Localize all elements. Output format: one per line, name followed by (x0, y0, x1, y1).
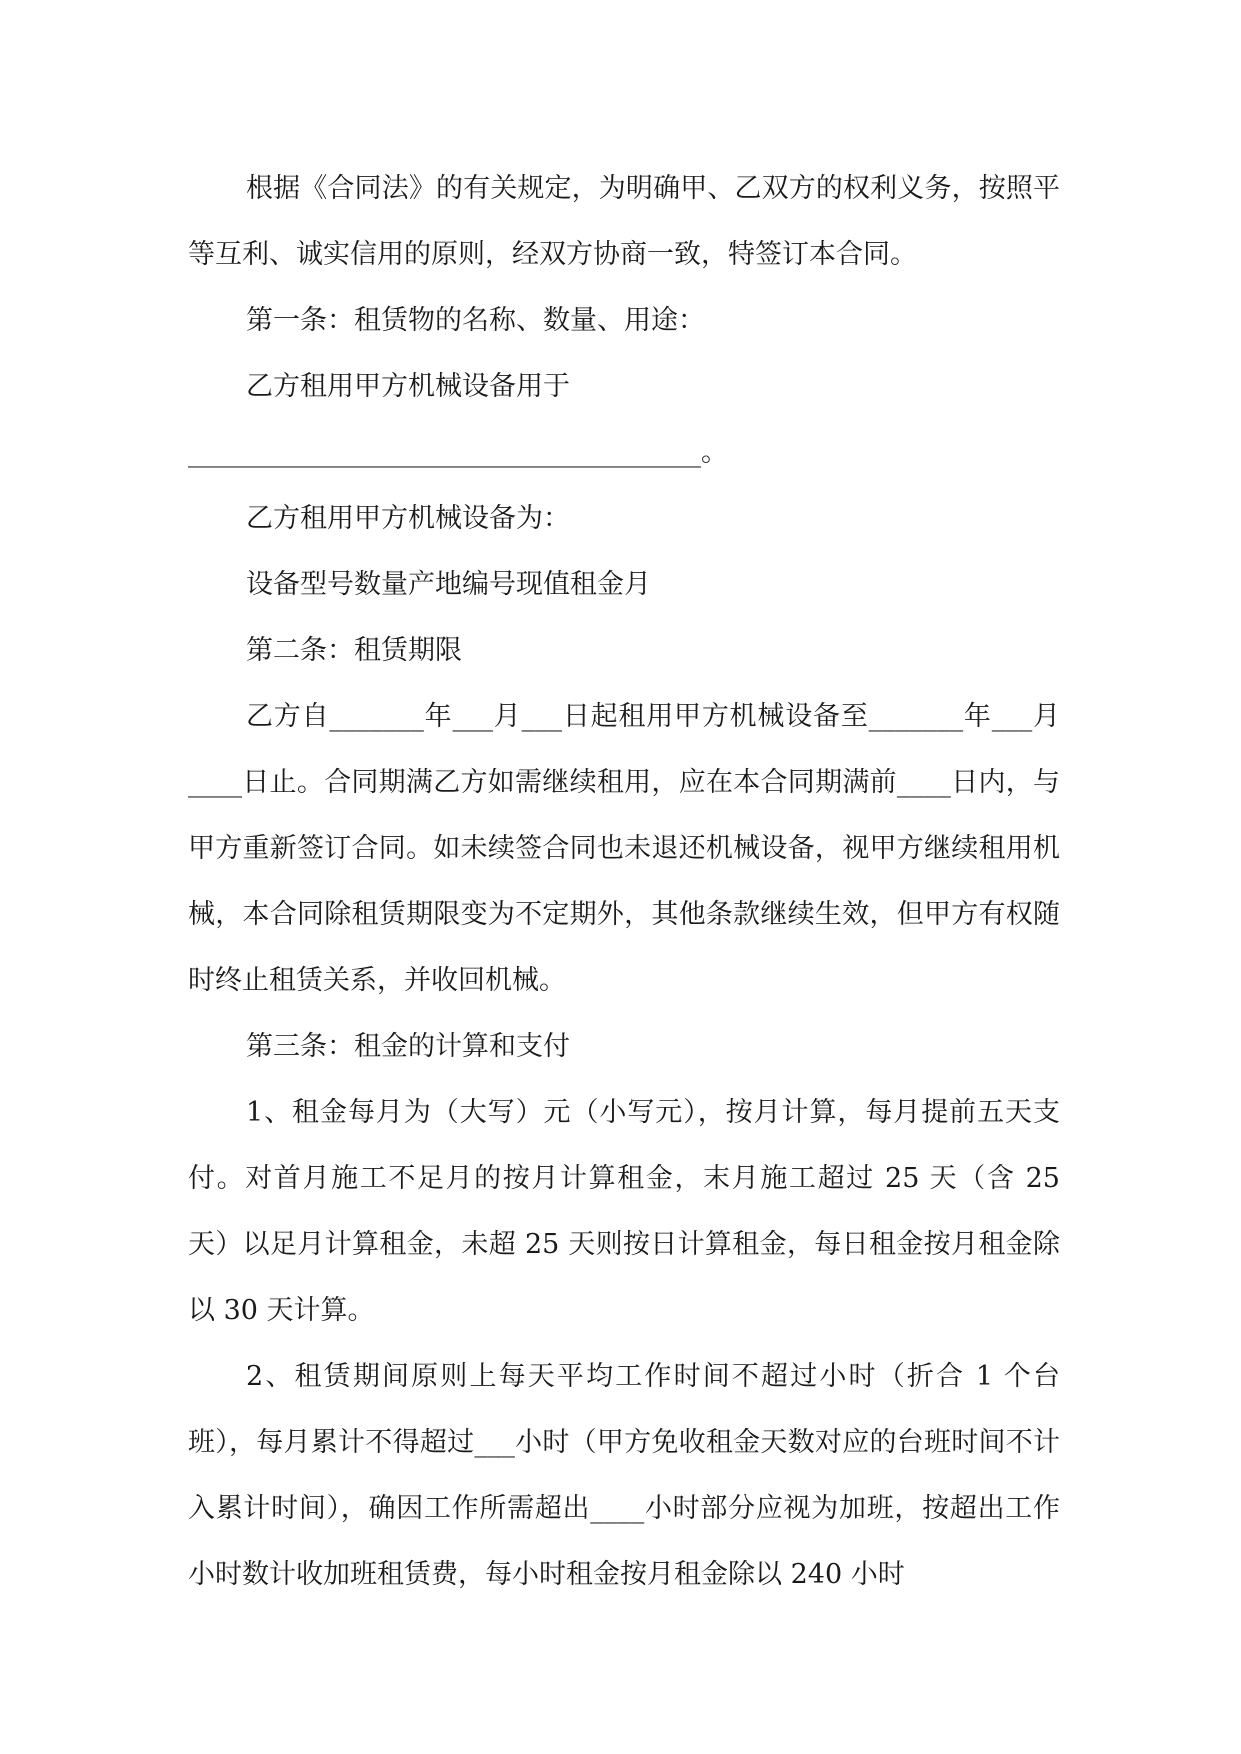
equipment-table-header: 设备型号数量产地编号现值租金月 (246, 569, 651, 600)
article-2-heading: 第二条：租赁期限 (246, 635, 462, 666)
paragraph-rent-1: 1、租金每月为（大写）元（小写元），按月计算，每月提前五天支付。对首月施工不足月的按月计算租金，末月施工超过 25 天（含 25 天）以足月计算租金，未超 25 天则按日计算租金，每日租金按月租金除以 30 天计算。 (188, 1097, 1060, 1326)
article-3-heading: 第三条：租金的计算和支付 (246, 1031, 570, 1062)
paragraph-usage: 乙方租用甲方机械设备用于 (246, 371, 570, 402)
usage-blank-line: ______________________________________。 (188, 437, 728, 468)
article-1-heading: 第一条：租赁物的名称、数量、用途： (246, 305, 705, 336)
paragraph-lease-term: 乙方自_______年___月___日起租用甲方机械设备至_______年___月____日止。合同期满乙方如需继续租用，应在本合同期满前____日内，与甲方重新签订合同。如未续签合同也未退还机械设备，视甲方继续租用机械，本合同除租赁期限变为不定期外，其他条款继续生效，但甲方有权随时终止租赁关系，并收回机械。 (188, 701, 1060, 996)
paragraph-rent-2: 2、租赁期间原则上每天平均工作时间不超过小时（折合 1 个台班），每月累计不得超过___小时（甲方免收租金天数对应的台班时间不计入累计时间），确因工作所需超出____小时部分应视为加班，按超出工作小时数计收加班租赁费，每小时租金按月租金除以 240 小时 (188, 1361, 1060, 1590)
paragraph-equipment: 乙方租用甲方机械设备为： (246, 503, 570, 534)
document-body (188, 156, 1060, 1608)
paragraph-preamble: 根据《合同法》的有关规定，为明确甲、乙双方的权利义务，按照平等互利、诚实信用的原则，经双方协商一致，特签订本合同。 (188, 173, 1060, 270)
